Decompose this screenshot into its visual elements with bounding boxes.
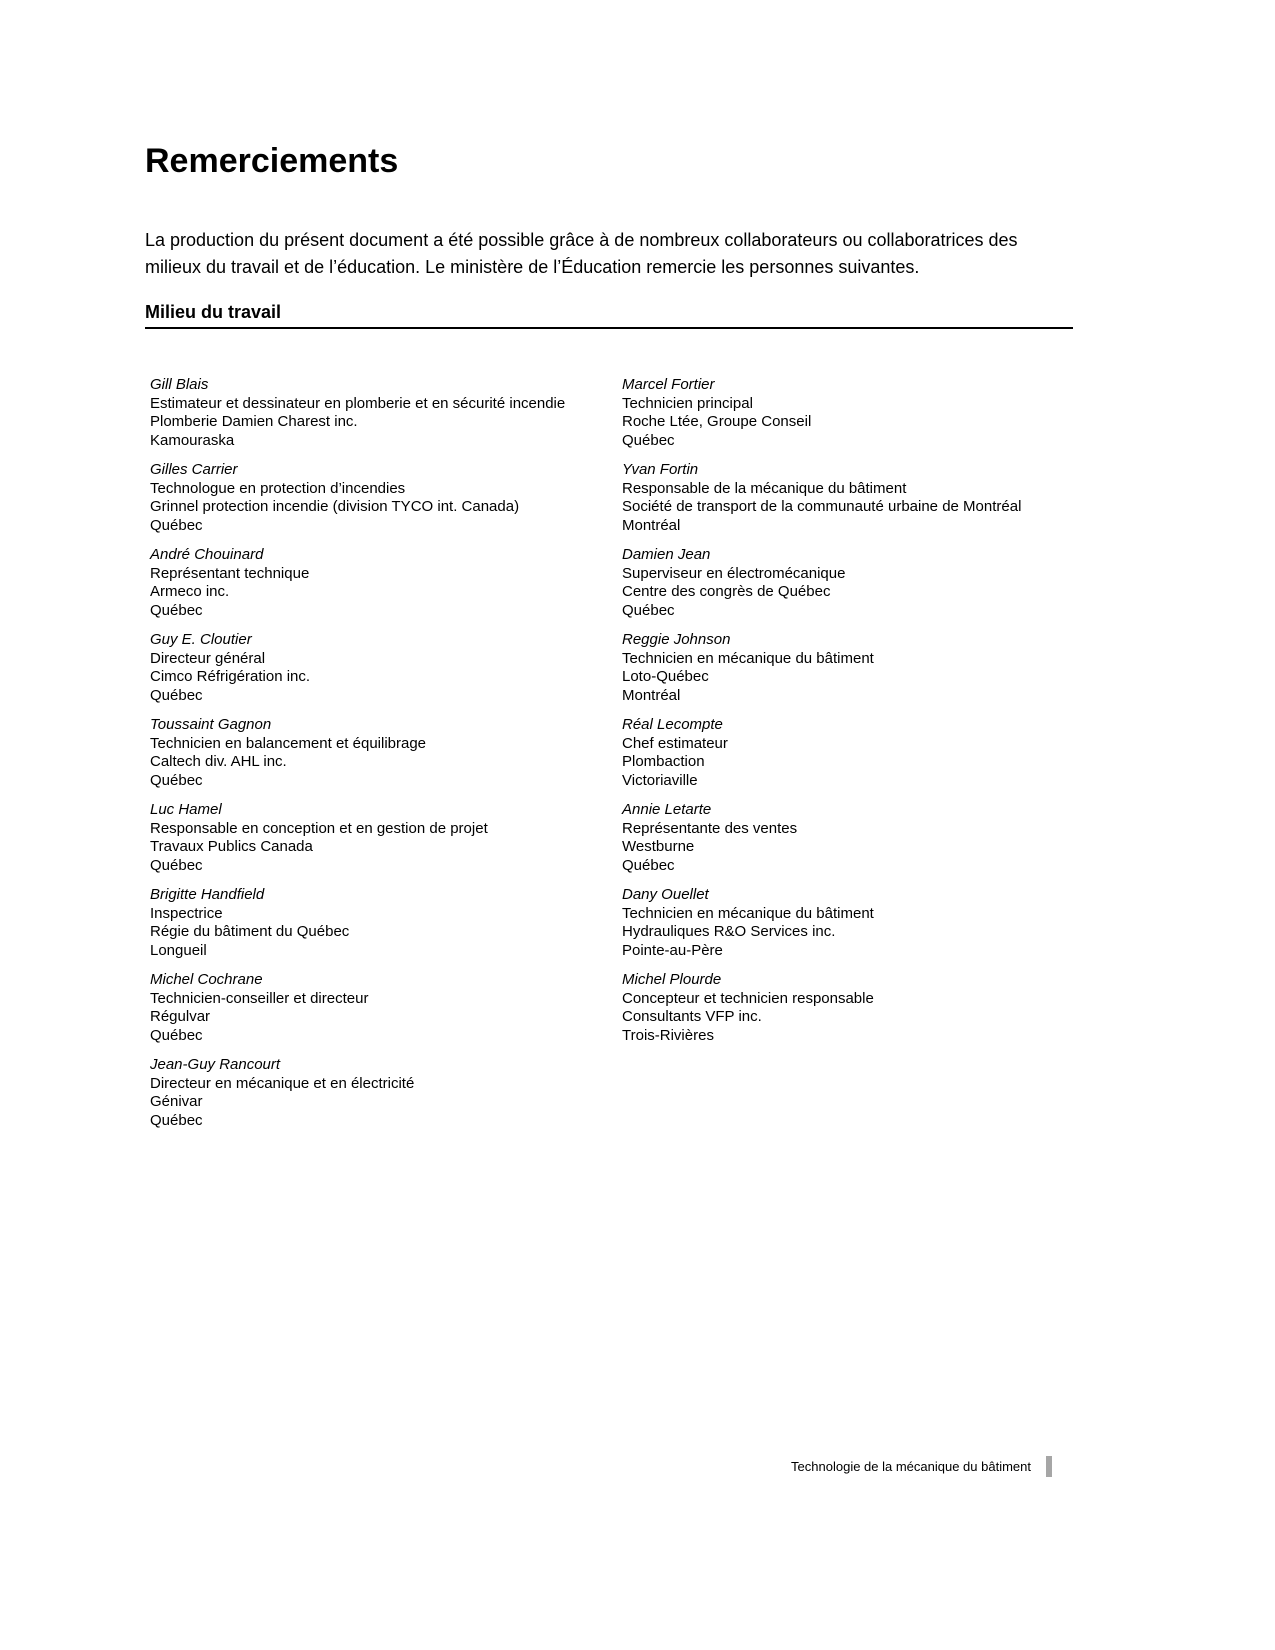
person-entry: [150, 546, 622, 620]
footer-running-title: Technologie de la mécanique du bâtiment: [791, 1458, 1031, 1474]
person-name: Michel Plourde: [622, 971, 722, 988]
person-entry: [150, 461, 622, 535]
person-entry: [622, 376, 1072, 450]
person-role: Concepteur et technicien responsable: [622, 989, 874, 1007]
person-entry: [150, 971, 622, 1045]
person-role: Responsable en conception et en gestion de projet: [150, 819, 488, 837]
person-name: André Chouinard: [150, 546, 264, 563]
person-role: Représentante des ventes: [622, 819, 798, 837]
person-name: Brigitte Handfield: [150, 886, 265, 903]
contributors-column-right: [622, 376, 1072, 1056]
person-name: Marcel Fortier: [622, 376, 715, 393]
person-role: Représentant technique: [150, 564, 310, 582]
person-city: Québec: [622, 601, 675, 619]
person-organization: Caltech div. AHL inc.: [150, 753, 287, 770]
page-title: Remerciements: [145, 142, 399, 180]
person-role: Technicien en mécanique du bâtiment: [622, 649, 874, 667]
person-organization: Centre des congrès de Québec: [622, 583, 831, 600]
person-entry: [622, 631, 1072, 705]
person-entry: [150, 886, 622, 960]
person-organization: Travaux Publics Canada: [150, 838, 313, 855]
contributors-columns: [150, 376, 1072, 1141]
person-city: Québec: [622, 431, 675, 449]
person-organization: Plomberie Damien Charest inc.: [150, 413, 358, 430]
page-footer: [145, 1456, 1052, 1477]
person-name: Dany Ouellet: [622, 886, 709, 903]
person-name: Gilles Carrier: [150, 461, 238, 478]
person-role: Estimateur et dessinateur en plomberie et en sécurité incendie: [150, 394, 566, 412]
person-name: Jean-Guy Rancourt: [150, 1056, 281, 1073]
person-entry: [622, 886, 1072, 960]
person-city: Trois-Rivières: [622, 1026, 714, 1044]
person-entry: [150, 716, 622, 790]
person-name: Guy E. Cloutier: [150, 631, 252, 648]
person-organization: Westburne: [622, 838, 695, 855]
person-name: Yvan Fortin: [622, 461, 699, 478]
person-city: Québec: [150, 516, 203, 534]
person-city: Pointe-au-Père: [622, 941, 723, 959]
person-organization: Génivar: [150, 1093, 203, 1110]
person-city: Québec: [150, 856, 203, 874]
person-role: Superviseur en électromécanique: [622, 564, 846, 582]
person-role: Inspectrice: [150, 904, 223, 922]
person-entry: [150, 1056, 622, 1130]
person-name: Reggie Johnson: [622, 631, 731, 648]
person-organization: Loto-Québec: [622, 668, 709, 685]
person-role: Technicien en mécanique du bâtiment: [622, 904, 874, 922]
section-divider: [145, 327, 1073, 329]
person-entry: [150, 801, 622, 875]
person-entry: [622, 546, 1072, 620]
person-organization: Cimco Réfrigération inc.: [150, 668, 311, 685]
person-role: Technologue en protection d’incendies: [150, 479, 406, 497]
person-organization: Grinnel protection incendie (division TYCO int. Canada): [150, 498, 520, 515]
person-role: Technicien en balancement et équilibrage: [150, 734, 427, 752]
person-organization: Régie du bâtiment du Québec: [150, 923, 350, 940]
person-city: Montréal: [622, 686, 681, 704]
person-entry: [150, 376, 622, 450]
intro-paragraph: La production du présent document a été possible grâce à de nombreux collaborateurs ou collaboratrices des milieux du travail et de l’éducation. Le ministère de l’Éducation remercie les personnes suivantes.: [145, 230, 1018, 277]
person-city: Québec: [622, 856, 675, 874]
person-city: Longueil: [150, 941, 207, 959]
person-organization: Roche Ltée, Groupe Conseil: [622, 413, 812, 430]
person-city: Montréal: [622, 516, 681, 534]
person-name: Luc Hamel: [150, 801, 222, 818]
person-role: Technicien principal: [622, 394, 753, 412]
person-name: Michel Cochrane: [150, 971, 263, 988]
person-organization: Régulvar: [150, 1008, 211, 1025]
person-entry: [150, 631, 622, 705]
person-entry: [622, 971, 1072, 1045]
person-city: Québec: [150, 1111, 203, 1129]
person-organization: Hydrauliques R&O Services inc.: [622, 923, 836, 940]
person-city: Victoriaville: [622, 771, 698, 789]
person-role: Responsable de la mécanique du bâtiment: [622, 479, 907, 497]
person-name: Gill Blais: [150, 376, 209, 393]
person-city: Québec: [150, 1026, 203, 1044]
person-name: Annie Letarte: [622, 801, 712, 818]
person-entry: [622, 801, 1072, 875]
person-city: Kamouraska: [150, 431, 235, 449]
person-name: Toussaint Gagnon: [150, 716, 272, 733]
person-name: Réal Lecompte: [622, 716, 723, 733]
person-name: Damien Jean: [622, 546, 711, 563]
footer-accent-bar: [1046, 1456, 1052, 1477]
person-role: Directeur en mécanique et en électricité: [150, 1074, 415, 1092]
person-organization: Armeco inc.: [150, 583, 230, 600]
person-city: Québec: [150, 686, 203, 704]
section-heading-milieu-du-travail: Milieu du travail: [145, 302, 282, 322]
contributors-column-left: [150, 376, 622, 1141]
person-entry: [622, 716, 1072, 790]
person-organization: Consultants VFP inc.: [622, 1008, 762, 1025]
person-organization: Plombaction: [622, 753, 705, 770]
person-city: Québec: [150, 771, 203, 789]
person-entry: [622, 461, 1072, 535]
person-organization: Société de transport de la communauté urbaine de Montréal: [622, 498, 1022, 515]
person-role: Directeur général: [150, 649, 266, 667]
person-role: Technicien-conseiller et directeur: [150, 989, 369, 1007]
person-city: Québec: [150, 601, 203, 619]
person-role: Chef estimateur: [622, 734, 728, 752]
